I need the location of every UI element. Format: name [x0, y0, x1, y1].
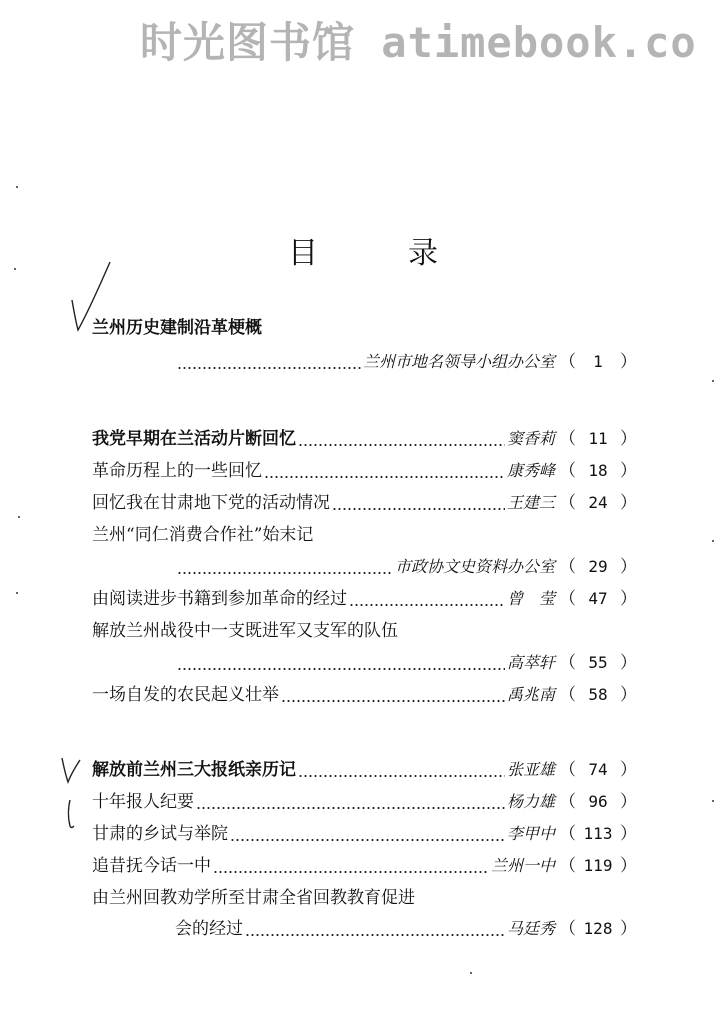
toc-entry-title: 由兰州回教劝学所至甘肃全省回教教育促进	[92, 888, 415, 908]
toc-entry-page: （ 119 ）	[559, 856, 637, 876]
toc-entry-author: 曾 莹	[506, 589, 555, 608]
toc-entry-author: 高萃轩	[506, 653, 555, 672]
leader-dots	[281, 684, 505, 706]
toc-entry-page: （ 18 ）	[559, 461, 637, 481]
leader-dots	[177, 556, 393, 578]
leader-dots	[196, 791, 505, 813]
toc-entry	[92, 759, 637, 781]
toc-entry-author: 杨力雄	[506, 792, 555, 811]
scan-speck	[712, 380, 714, 382]
toc-entry	[175, 351, 637, 373]
toc-entry	[92, 684, 637, 706]
scan-speck	[16, 592, 18, 594]
toc-entry	[175, 652, 637, 674]
toc-entry-title: 一场自发的农民起义壮举	[92, 685, 279, 705]
leader-dots	[264, 460, 505, 482]
toc-entry-author: 马廷秀	[506, 919, 555, 938]
toc-entry-page: （ 113 ）	[559, 824, 637, 844]
toc-entry-title: 解放兰州战役中一支既进军又支军的队伍	[92, 621, 398, 641]
toc-entry-title: 兰州历史建制沿革梗概	[92, 318, 262, 338]
toc-entry-author: 张亚雄	[506, 760, 555, 779]
toc-entry-page: （ 24 ）	[559, 493, 637, 513]
leader-dots	[245, 918, 505, 940]
scan-speck	[18, 516, 20, 518]
toc-entry	[175, 918, 637, 940]
toc-entry	[92, 428, 637, 450]
leader-dots	[213, 855, 489, 877]
toc-entry-page: （ 11 ）	[559, 429, 637, 449]
toc-entry	[92, 492, 637, 514]
toc-entry-author: 兰州市地名领导小组办公室	[362, 352, 555, 371]
toc-entry	[92, 823, 637, 845]
toc-entry-author: 窦香莉	[506, 429, 555, 448]
toc-entry-author: 禹兆南	[506, 685, 555, 704]
toc-entry-page: （ 47 ）	[559, 589, 637, 609]
toc-entry-title: 甘肃的乡试与举院	[92, 824, 228, 844]
leader-dots	[298, 428, 505, 450]
scan-speck	[14, 268, 16, 270]
toc-entry-page: （ 74 ）	[559, 760, 637, 780]
toc-entry-title: 革命历程上的一些回忆	[92, 461, 262, 481]
toc-entry-title: 会的经过	[175, 919, 243, 939]
toc-entry-author: 兰州一中	[490, 856, 555, 875]
toc-entry-title: 由阅读进步书籍到参加革命的经过	[92, 589, 347, 609]
toc-entry-title: 我党早期在兰活动片断回忆	[92, 429, 296, 449]
toc-entry-page: （ 29 ）	[559, 557, 637, 577]
toc-entry-page: （ 55 ）	[559, 653, 637, 673]
toc-entry-page: （ 96 ）	[559, 792, 637, 812]
scan-speck	[16, 186, 18, 188]
leader-dots	[349, 588, 505, 610]
toc-entry	[92, 791, 637, 813]
toc-entry-author: 李甲中	[506, 824, 555, 843]
toc-entry	[92, 588, 637, 610]
toc-entry-title: 解放前兰州三大报纸亲历记	[92, 760, 296, 780]
toc-entry	[175, 556, 637, 578]
scan-speck	[712, 800, 714, 802]
leader-dots	[230, 823, 505, 845]
leader-dots	[332, 492, 505, 514]
toc-entry-title: 十年报人纪要	[92, 792, 194, 812]
toc-entry-page: （ 58 ）	[559, 685, 637, 705]
toc-entry	[92, 460, 637, 482]
toc-entry-title: 回忆我在甘肃地下党的活动情况	[92, 493, 330, 513]
page-title-char-1: 目	[288, 236, 318, 271]
leader-dots	[177, 652, 505, 674]
toc-entry	[92, 855, 637, 877]
leader-dots	[298, 759, 505, 781]
scan-speck	[712, 540, 714, 542]
scan-speck	[470, 972, 472, 974]
toc-entry-title: 追昔抚今话一中	[92, 856, 211, 876]
toc-entry-author: 康秀峰	[506, 461, 555, 480]
toc-entry-author: 市政协文史资料办公室	[394, 557, 555, 576]
toc-entry-author: 王建三	[506, 493, 555, 512]
page-title-char-2: 录	[408, 236, 438, 271]
toc-entry-title: 兰州“同仁消费合作社”始末记	[92, 525, 314, 545]
toc-entry-page: （ 128 ）	[559, 919, 637, 939]
leader-dots	[177, 351, 361, 373]
toc-entry-page: （ 1 ）	[559, 352, 637, 372]
watermark: 时光图书馆 atimebook.co	[140, 18, 697, 67]
